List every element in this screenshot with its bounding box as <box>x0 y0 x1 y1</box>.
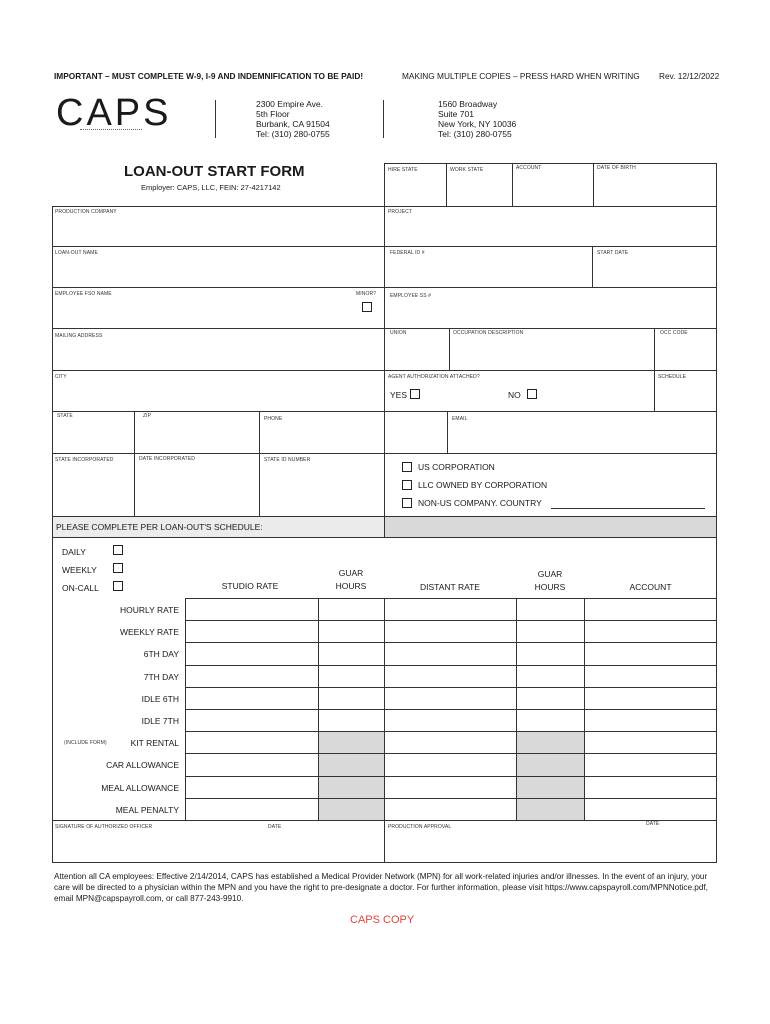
rate-row-label: IDLE 6TH <box>141 694 179 704</box>
divider <box>215 100 216 138</box>
phone-field[interactable]: PHONE <box>264 416 283 422</box>
city-field[interactable]: CITY <box>55 374 67 380</box>
grid-line <box>185 798 717 799</box>
daily-label: DAILY <box>62 547 86 557</box>
union-field[interactable]: UNION <box>390 330 407 336</box>
studio-rate-header: STUDIO RATE <box>221 581 279 591</box>
federal-id-field[interactable]: FEDERAL ID # <box>390 250 425 256</box>
llc-owned-label: LLC OWNED BY CORPORATION <box>418 480 548 490</box>
rate-row-label: CAR ALLOWANCE <box>106 760 179 770</box>
production-approval-field[interactable]: PRODUCTION APPROVAL <box>388 824 452 830</box>
hire-state-field[interactable] <box>384 163 717 207</box>
guar-2-text: GUAR <box>537 569 563 579</box>
us-corp-label: US CORPORATION <box>418 462 495 472</box>
country-input[interactable] <box>551 508 705 509</box>
grid-line <box>185 776 717 777</box>
rate-row-label: MEAL ALLOWANCE <box>101 783 179 793</box>
us-corp-checkbox[interactable] <box>402 462 412 472</box>
schedule-header-text: PLEASE COMPLETE PER LOAN-OUT'S SCHEDULE: <box>56 522 263 532</box>
signature-date-1[interactable]: DATE <box>268 824 282 830</box>
loan-out-name-field[interactable]: LOAN-OUT NAME <box>55 250 98 256</box>
agent-auth-label: AGENT AUTHORIZATION ATTACHED? <box>388 374 480 380</box>
mailing-address-field[interactable]: MAILING ADDRESS <box>55 333 103 339</box>
include-form-note: (INCLUDE FORM) <box>64 740 107 746</box>
rate-row-label: 6TH DAY <box>143 649 179 659</box>
rate-row-label: 7TH DAY <box>143 672 179 682</box>
grid-line <box>185 620 717 621</box>
weekly-label: WEEKLY <box>62 565 97 575</box>
yes-label: YES <box>390 390 408 400</box>
minor-label: MINOR? <box>356 291 377 297</box>
grid-line <box>654 370 655 411</box>
grid-line <box>185 642 717 643</box>
grid-line <box>654 328 655 370</box>
grid-line <box>512 163 513 207</box>
hours-2-text: HOURS <box>534 582 566 592</box>
grid-line <box>134 411 135 516</box>
hire-state-label: HIRE STATE <box>388 167 418 173</box>
grid-line <box>259 411 260 516</box>
signature-date-2[interactable]: DATE <box>646 821 660 827</box>
on-call-label: ON-CALL <box>62 583 99 593</box>
grid-line <box>449 328 450 370</box>
grid-line <box>185 598 717 599</box>
start-date-field[interactable]: START DATE <box>597 250 629 256</box>
address-burbank: 2300 Empire Ave. 5th Floor Burbank, CA 91504 Tel: (310) 280-0755 <box>256 99 330 139</box>
caps-logo: CAPS <box>56 92 172 134</box>
mpn-notice: Attention all CA employees: Effective 2/14/2014, CAPS has established a Medical Provider Network (MPN) for all work-related injuries and/or illnesses. In the event of an injury, your care will be directed to a physician within the MPN and you have the right to pre-designate a doctor. For further information, please visit https://www.capspayroll.com/MPNNotice.pdf, email MPN@capspayroll.com, or call 877-243-9910. <box>54 872 708 903</box>
grid-line <box>384 820 385 863</box>
grid-line <box>384 516 385 537</box>
no-label: NO <box>508 390 521 400</box>
rate-row-label: IDLE 7TH <box>141 716 179 726</box>
guar-hours-2-header <box>516 568 584 594</box>
address-newyork: 1560 Broadway Suite 701 New York, NY 10036 Tel: (310) 280-0755 <box>438 99 517 139</box>
date-incorporated-field[interactable]: DATE INCORPORATED <box>139 456 195 462</box>
state-id-field[interactable]: STATE ID NUMBER <box>264 457 311 463</box>
occ-code-field[interactable]: OCC CODE <box>660 330 688 336</box>
revision-date: Rev. 12/12/2022 <box>659 71 720 81</box>
project-field[interactable]: PROJECT <box>388 209 413 215</box>
account-header: ACCOUNT <box>629 582 672 592</box>
llc-owned-checkbox[interactable] <box>402 480 412 490</box>
grid-line <box>592 246 593 287</box>
employee-ss-field[interactable]: EMPLOYEE SS # <box>390 293 432 299</box>
grid-line <box>52 411 717 412</box>
grid-line <box>185 709 717 710</box>
employee-name-field[interactable]: EMPLOYEE FSO NAME <box>55 291 112 297</box>
grid-line <box>52 370 717 371</box>
rate-row-label: KIT RENTAL <box>130 738 179 748</box>
caps-copy-label: CAPS COPY <box>350 914 415 926</box>
grid-line <box>52 453 717 454</box>
divider <box>383 100 384 138</box>
zip-field[interactable]: ZIP <box>143 413 152 419</box>
occupation-field[interactable]: OCCUPATION DESCRIPTION <box>453 330 524 336</box>
account-label: ACCOUNT <box>516 165 542 171</box>
guar-hours-1-header <box>318 567 384 593</box>
grid-line <box>593 163 594 207</box>
weekly-checkbox[interactable] <box>113 563 123 573</box>
hours-1-text: HOURS <box>335 581 367 591</box>
non-us-checkbox[interactable] <box>402 498 412 508</box>
state-field[interactable]: STATE <box>57 413 73 419</box>
guar-1-text: GUAR <box>338 568 364 578</box>
rate-row-label: HOURLY RATE <box>119 605 179 615</box>
work-state-label: WORK STATE <box>450 167 484 173</box>
grid-line <box>52 246 717 247</box>
copies-notice: MAKING MULTIPLE COPIES – PRESS HARD WHEN WRITING <box>402 71 640 81</box>
employer-info: Employer: CAPS, LLC, FEIN: 27-4217142 <box>141 183 281 192</box>
yes-checkbox[interactable] <box>410 389 420 399</box>
rate-row-label: WEEKLY RATE <box>119 627 179 637</box>
state-incorporated-field[interactable]: STATE INCORPORATED <box>55 457 114 463</box>
non-us-label: NON-US COMPANY. COUNTRY <box>418 498 542 508</box>
signature-authorized-field[interactable]: SIGNATURE OF AUTHORIZED OFFICER <box>55 824 153 830</box>
grid-line <box>52 328 717 329</box>
important-notice: IMPORTANT – MUST COMPLETE W-9, I-9 AND INDEMNIFICATION TO BE PAID! <box>54 71 364 81</box>
logo-tagline <box>80 129 142 132</box>
grid-line <box>185 731 717 732</box>
minor-checkbox[interactable] <box>362 302 372 312</box>
grid-line <box>446 163 447 207</box>
dob-label: DATE OF BIRTH <box>597 165 636 171</box>
no-checkbox[interactable] <box>527 389 537 399</box>
grid-line <box>185 687 717 688</box>
grid-line <box>185 665 717 666</box>
grid-line <box>447 411 448 453</box>
grid-line <box>52 287 717 288</box>
grid-line <box>185 753 717 754</box>
distant-rate-header: DISTANT RATE <box>420 582 480 592</box>
rate-row-label: MEAL PENALTY <box>115 805 179 815</box>
form-title: LOAN-OUT START FORM <box>124 163 305 180</box>
daily-checkbox[interactable] <box>113 545 123 555</box>
grid-line <box>52 537 717 538</box>
on-call-checkbox[interactable] <box>113 581 123 591</box>
grid-line <box>384 206 385 537</box>
production-company-field[interactable]: PRODUCTION COMPANY <box>55 209 117 215</box>
email-field[interactable]: EMAIL <box>452 416 468 422</box>
schedule-field[interactable]: SCHEDULE <box>658 374 687 380</box>
